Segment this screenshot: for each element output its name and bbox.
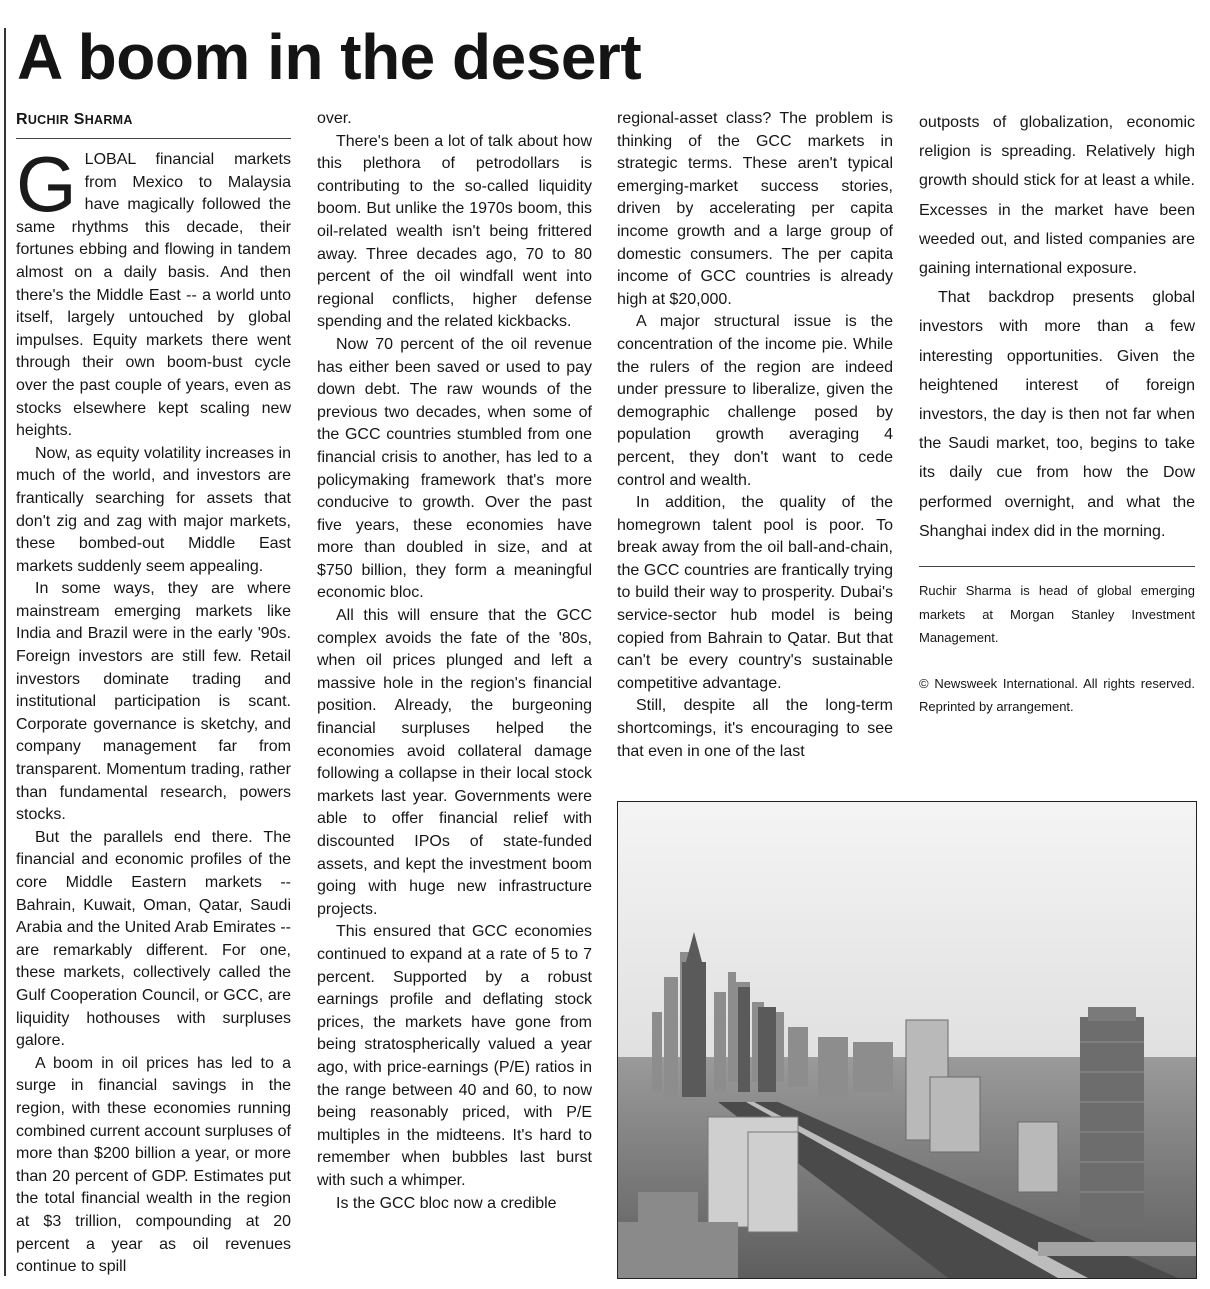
column-4: [919, 108, 1195, 719]
paragraph-10b: regional-asset class? The problem is thinking of the GCC markets in strategic terms. These aren't typical emerging-market success stories, driven by accelerating per capita income growth and a large group of domestic consumers. The per capita income of GCC countries is already high at $20,000.: [617, 110, 893, 308]
left-margin-rule: [4, 28, 6, 1276]
author-note-rule: [919, 566, 1195, 567]
city-skyline-photo: [617, 801, 1197, 1279]
paragraph-13b: outposts of globalization, economic religion is spreading. Relatively high growth should stick for at least a while. Excesses in the market have been weeded out, and listed companies are gaining international exposure.: [919, 114, 1195, 278]
byline-first-initial: R: [16, 111, 28, 128]
column-3: [617, 108, 893, 763]
paragraph-9: This ensured that GCC economies continued to expand at a rate of 5 to 7 percent. Supported by a robust earnings profile and deflating stock prices, the markets have gone from being stratospherically valued a year ago, with price-earnings (P/E) ratios in the range between 40 and 60, to now being reasonably priced, with P/E multiples in the midteens. It's hard to remember when bubbles last burst with such a whimper.: [317, 923, 592, 1189]
drop-cap: G: [16, 140, 77, 228]
bridge: [1038, 1242, 1196, 1256]
headline: A boom in the desert: [17, 21, 642, 93]
paragraph-10a: Is the GCC bloc now a credible: [336, 1194, 557, 1212]
author-note: Ruchir Sharma is head of global emerging markets at Morgan Stanley Investment Management.: [919, 583, 1195, 646]
byline-rule: [16, 138, 291, 139]
right-tower: [1080, 1007, 1144, 1227]
paragraph-13a: Still, despite all the long-term shortcomings, it's encouraging to see that even in one of the last: [617, 697, 893, 760]
byline-first-rest: UCHIR: [27, 113, 69, 127]
paragraph-6: There's been a lot of talk about how this plethora of petrodollars is contributing to the so-called liquidity boom. But unlike the 1970s boom, this oil-related wealth isn't being frittered away. Three decades ago, 70 to 80 percent of the oil windfall went into regional conflicts, higher defense spending and the related kickbacks.: [317, 132, 592, 331]
column-2: [317, 108, 592, 1215]
paragraph-7: Now 70 percent of the oil revenue has either been saved or used to pay down debt. The raw wounds of the previous two decades, when some of the GCC countries stumbled from one financial crisis to another, has led to a policymaking framework that's more conducive to growth. Over the past five years, these economies have more than doubled in size, and at $750 billion, they form a meaningful economic bloc.: [317, 335, 592, 602]
column-1: [16, 108, 291, 1279]
copyright-notice: © Newsweek International. All rights reserved. Reprinted by arrangement.: [919, 675, 1195, 715]
skyline-illustration: [618, 802, 1196, 1278]
paragraph-5a: A boom in oil prices has led to a surge in financial savings in the region, with these economies running combined current account surpluses of more than $200 billion a year, or more than 20 percent of GDP. Estimates put the total financial wealth in the region at $3 trillion, compounding at 20 percent a year as oil revenues continue to spill: [16, 1054, 291, 1276]
byline: [16, 108, 291, 132]
paragraph-11: A major structural issue is the concentration of the income pie. While the rulers of the region are indeed under pressure to liberalize, given the demographic challenge posed by population growth averaging 4 percent, they don't want to cede control and wealth.: [617, 313, 893, 489]
paragraph-8: All this will ensure that the GCC complex avoids the fate of the '80s, when oil prices plunged and left a massive hole in the region's financial position. Already, the burgeoning financial surpluses helped the economies avoid collateral damage following a collapse in their local stock markets last year. Governments were able to offer financial relief with discounted IPOs of state-funded assets, and kept the investment boom going with huge new infrastructure projects.: [317, 607, 592, 918]
paragraph-2: Now, as equity volatility increases in much of the world, and investors are frantically searching for assets that don't zig and zag with major markets, these bombed-out Middle East markets suddenly seem appealing.: [16, 444, 291, 575]
paragraph-4: But the parallels end there. The financial and economic profiles of the core Middle Eastern markets -- Bahrain, Kuwait, Oman, Qatar, Saudi Arabia and the United Arab Emirates -- are remarkably different. For one, these markets, collectively called the Gulf Cooperation Council, or GCC, are liquidity hothouses with surpluses galore.: [16, 828, 291, 1050]
paragraph-5b: over.: [317, 110, 352, 127]
byline-last-initial: S: [73, 111, 85, 128]
paragraph-14: That backdrop presents global investors with more than a few interesting opportunities. Given the heightened interest of foreign investors, the day is then not far when the Saudi market, too, begins to take its daily cue from how the Dow performed overnight, and what the Shanghai index did in the morning.: [919, 289, 1195, 540]
paragraph-1-text: LOBAL financial markets from Mexico to Malaysia have magically followed the same rhythms this decade, their fortunes ebbing and flowing in tandem almost on a daily basis. And then there's the Middle East -- a world unto itself, largely untouched by global impulses. Equity markets there went through their own boom-bust cycle over the past couple of years, even as stocks elsewhere kept scaling new heights.: [16, 151, 291, 440]
paragraph-12: In addition, the quality of the homegrown talent pool is poor. To break away from the oil ball-and-chain, the GCC countries are frantically trying to build their way to prosperity. Dubai's service-sector hub model is being copied from Bahrain to Qatar. But that can't be every country's sustainable competitive advantage.: [617, 494, 893, 692]
paragraph-1: [16, 140, 291, 443]
byline-last-rest: HARMA: [84, 113, 133, 127]
paragraph-3: In some ways, they are where mainstream emerging markets like India and Brazil were in the early '90s. Foreign investors are still few. Retail investors dominate trading and institutional participation is scant. Corporate governance is sketchy, and company management far from transparent. Momentum trading, rather than fundamental research, powers stocks.: [16, 580, 291, 824]
foreground-blocks: [708, 1117, 798, 1232]
